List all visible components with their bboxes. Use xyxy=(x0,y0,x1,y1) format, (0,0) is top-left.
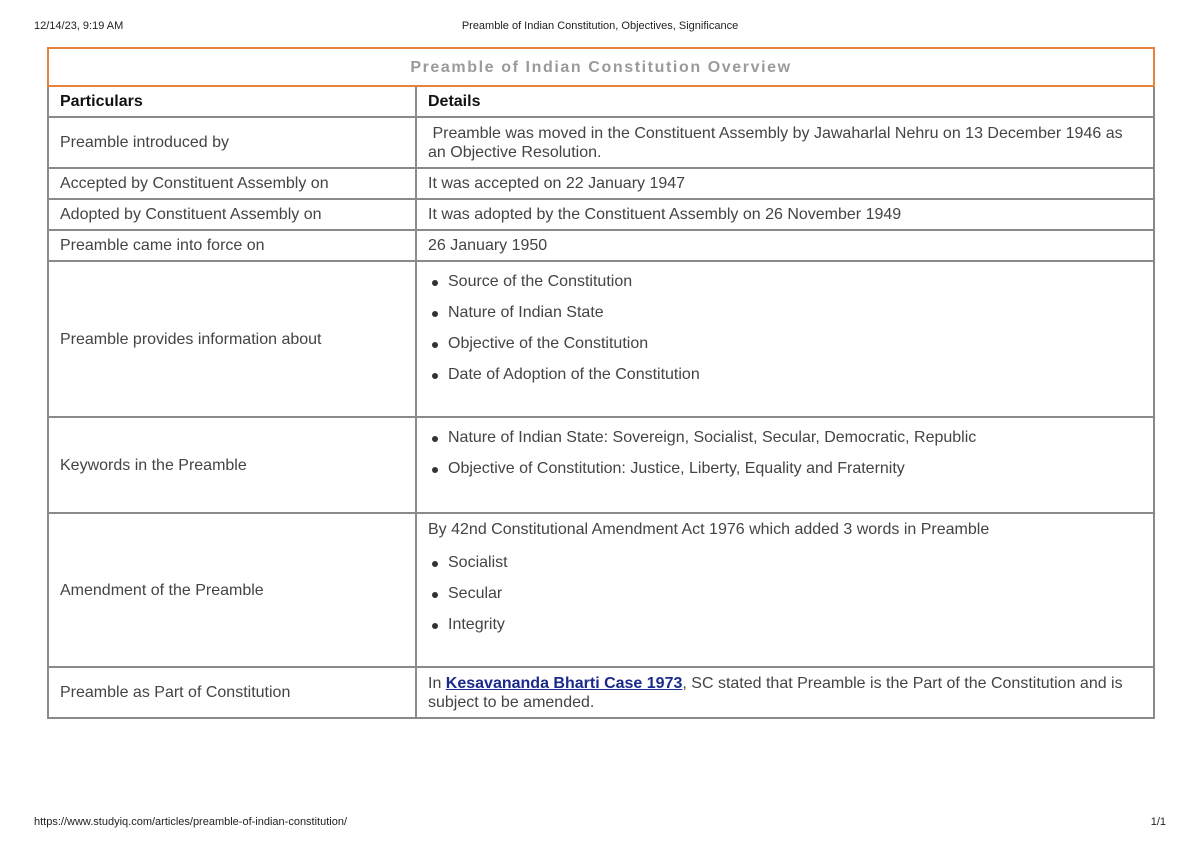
row-detail xyxy=(416,417,1154,513)
list-item-text: Objective of Constitution: Justice, Liberty, Equality and Fraternity xyxy=(448,460,905,477)
bullet-icon xyxy=(432,592,438,598)
list-item-text: Nature of Indian State xyxy=(448,304,604,321)
list-item xyxy=(428,550,1142,581)
table-header-row xyxy=(48,86,1154,117)
bullet-icon xyxy=(432,373,438,379)
list-item xyxy=(428,269,1142,300)
row-label: Preamble provides information about xyxy=(48,261,416,417)
list-item-text: Source of the Constitution xyxy=(448,273,633,290)
row-detail: Preamble was moved in the Constituent Assembly by Jawaharlal Nehru on 13 December 1946 as an Objective Resolution. xyxy=(416,117,1154,168)
list-item-text: Date of Adoption of the Constitution xyxy=(448,366,700,383)
row-detail: It was adopted by the Constituent Assembly on 26 November 1949 xyxy=(416,199,1154,230)
table-row xyxy=(48,230,1154,261)
kesavananda-case-link[interactable]: Kesavananda Bharti Case 1973 xyxy=(445,674,683,692)
row-label: Preamble as Part of Constitution xyxy=(48,667,416,718)
list-item-text: Secular xyxy=(448,585,503,602)
row-detail xyxy=(416,667,1154,718)
table-row xyxy=(48,117,1154,168)
print-page-title: Preamble of Indian Constitution, Objectives, Significance xyxy=(461,20,739,32)
list-item-text: Objective of the Constitution xyxy=(448,335,649,352)
table-row xyxy=(48,417,1154,513)
amendment-words-list xyxy=(428,550,1142,643)
row-label: Preamble came into force on xyxy=(48,230,416,261)
row-label: Preamble introduced by xyxy=(48,117,416,168)
row-detail xyxy=(416,261,1154,417)
table-row xyxy=(48,667,1154,718)
list-item xyxy=(428,456,1142,487)
list-item xyxy=(428,300,1142,331)
overview-table-container xyxy=(47,47,1153,719)
list-item xyxy=(428,581,1142,612)
list-item xyxy=(428,362,1142,393)
list-item xyxy=(428,425,1142,456)
detail-prefix: In xyxy=(428,674,446,692)
row-detail xyxy=(416,513,1154,667)
table-caption: Preamble of Indian Constitution Overview xyxy=(48,48,1154,86)
overview-table xyxy=(47,47,1155,719)
bullet-icon xyxy=(432,467,438,473)
info-list xyxy=(428,269,1142,393)
row-label: Accepted by Constituent Assembly on xyxy=(48,168,416,199)
print-header xyxy=(34,20,1166,36)
row-label: Adopted by Constituent Assembly on xyxy=(48,199,416,230)
list-item-text: Nature of Indian State: Sovereign, Socialist, Secular, Democratic, Republic xyxy=(448,429,977,446)
bullet-icon xyxy=(432,436,438,442)
print-footer xyxy=(34,816,1166,832)
list-item-text: Integrity xyxy=(448,616,505,633)
print-page-number: 1/1 xyxy=(1150,816,1166,828)
header-details: Details xyxy=(416,86,1154,117)
header-particulars: Particulars xyxy=(48,86,416,117)
row-detail: 26 January 1950 xyxy=(416,230,1154,261)
amendment-intro: By 42nd Constitutional Amendment Act 1976 which added 3 words in Preamble xyxy=(428,521,990,538)
row-detail: It was accepted on 22 January 1947 xyxy=(416,168,1154,199)
bullet-icon xyxy=(432,342,438,348)
row-label: Amendment of the Preamble xyxy=(48,513,416,667)
bullet-icon xyxy=(432,311,438,317)
keywords-list xyxy=(428,425,1142,487)
detail-suffix: , SC stated that Preamble is the Part of the Constitution and is subject to be amended. xyxy=(428,674,1123,711)
table-row xyxy=(48,513,1154,667)
list-item xyxy=(428,331,1142,362)
bullet-icon xyxy=(432,561,438,567)
print-datetime: 12/14/23, 9:19 AM xyxy=(34,20,124,32)
bullet-icon xyxy=(432,623,438,629)
list-item-text: Socialist xyxy=(448,554,508,571)
bullet-icon xyxy=(432,280,438,286)
table-row xyxy=(48,168,1154,199)
table-row xyxy=(48,261,1154,417)
print-source-url: https://www.studyiq.com/articles/preamble-of-indian-constitution/ xyxy=(34,816,348,828)
row-label: Keywords in the Preamble xyxy=(48,417,416,513)
list-item xyxy=(428,612,1142,643)
table-row xyxy=(48,199,1154,230)
